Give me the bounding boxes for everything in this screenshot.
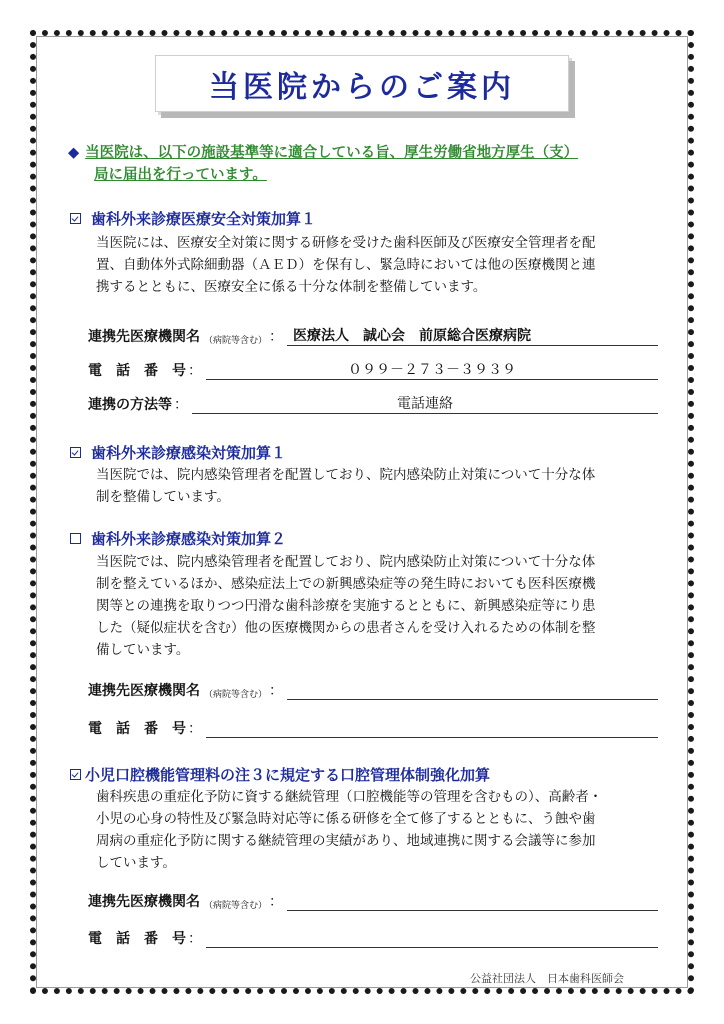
field-colon: ： — [188, 721, 202, 737]
section-2-body — [96, 464, 666, 508]
field-phone — [88, 718, 658, 738]
page-title: 当医院からのご案内 — [209, 69, 515, 105]
field-value — [287, 681, 658, 700]
field-colon: ： — [269, 894, 284, 910]
field-value: 医療法人 誠心会 前原総合医療病院 — [287, 327, 658, 346]
section-4-line: 歯科疾患の重症化予防に資する継続管理（口腔機能等の管理を含むもの）、高齢者・ — [96, 789, 603, 805]
section-4-line: しています。 — [96, 855, 176, 871]
notice-line-2: 局に届出を行っています。 — [94, 167, 267, 183]
field-label: 電 話 番 号 — [88, 721, 186, 737]
field-label: 電 話 番 号 — [88, 931, 186, 947]
field-partner-institution — [88, 680, 658, 700]
field-colon: ： — [269, 683, 284, 699]
section-3-line: 備しています。 — [96, 642, 190, 658]
diamond-bullet-icon: ◆ — [68, 145, 80, 161]
section-1-heading — [70, 208, 316, 229]
section-4-body — [96, 786, 666, 874]
section-3-line: 当医院では、院内感染管理者を配置しており、院内感染防止対策について十分な体 — [96, 554, 596, 570]
field-label: 連携の方法等 — [88, 397, 172, 413]
field-label: 連携先医療機関名 — [88, 329, 200, 345]
section-3-heading — [70, 528, 286, 549]
field-colon: ： — [188, 363, 202, 379]
section-4-line: 周病の重症化予防に関する継続管理の実績があり、地域連携に関する会議等に参加 — [96, 833, 596, 849]
section-4-line: 小児の心身の特性及び緊急時対応等に係る研修を全て修了するとともに、う蝕や歯 — [96, 811, 596, 827]
field-value: ０９９－２７３－３９３９ — [206, 361, 658, 380]
field-value — [206, 929, 658, 948]
section-3-body — [96, 551, 666, 661]
field-phone — [88, 360, 658, 380]
field-partner-institution — [88, 891, 658, 911]
field-colon: ： — [188, 931, 202, 947]
section-3-title: 歯科外来診療感染対策加算２ — [91, 530, 287, 548]
field-value: 電話連絡 — [192, 395, 658, 414]
section-1-line: 当医院には、医療安全対策に関する研修を受けた歯科医師及び医療安全管理者を配 — [96, 235, 596, 251]
section-3-line: 制を整えているほか、感染症法上での新興感染症等の発生時においても医科医療機 — [96, 576, 596, 592]
section-2-heading — [70, 442, 286, 463]
title-banner — [155, 55, 569, 112]
section-4-title: 小児口腔機能管理料の注３に規定する口腔管理体制強化加算 — [85, 766, 491, 784]
section-1-body — [96, 232, 666, 298]
section-1-line: 置、自動体外式除細動器（ＡＥＤ）を保有し、緊急時においては他の医療機関と連 — [96, 257, 596, 273]
field-value — [206, 719, 658, 738]
checkbox-checked-icon — [70, 769, 81, 780]
section-1-line: 携するとともに、医療安全に係る十分な体制を整備しています。 — [96, 279, 487, 295]
field-phone — [88, 928, 658, 948]
field-label-note: （病院等含む） — [204, 336, 268, 346]
section-4-heading — [70, 764, 490, 785]
section-2-line: 制を整備しています。 — [96, 489, 230, 505]
section-3-line: した（疑似症状を含む）他の医療機関からの患者さんを受け入れるための体制を整 — [96, 620, 596, 636]
field-label: 連携先医療機関名 — [88, 683, 200, 699]
field-value — [287, 892, 658, 911]
notice-line-1: 当医院は、以下の施設基準等に適合している旨、厚生労働省地方厚生（支） — [85, 145, 579, 161]
notice — [68, 142, 668, 186]
section-3-line: 関等との連携を取りつつ円滑な歯科診療を実施するとともに、新興感染症等にり患 — [96, 598, 596, 614]
field-contact-method — [88, 394, 658, 414]
footer-org: 公益社団法人 日本歯科医師会 — [470, 972, 624, 985]
field-label-note: （病院等含む） — [204, 901, 268, 911]
field-label-note: （病院等含む） — [204, 690, 268, 700]
checkbox-checked-icon — [70, 447, 81, 458]
section-1-title: 歯科外来診療医療安全対策加算１ — [91, 210, 317, 228]
section-2-title: 歯科外来診療感染対策加算１ — [91, 444, 287, 462]
field-colon: ： — [269, 329, 284, 345]
field-partner-institution — [88, 326, 658, 346]
field-label: 電 話 番 号 — [88, 363, 186, 379]
checkbox-checked-icon — [70, 213, 81, 224]
field-label: 連携先医療機関名 — [88, 894, 200, 910]
section-2-line: 当医院では、院内感染管理者を配置しており、院内感染防止対策について十分な体 — [96, 467, 596, 483]
field-colon: ： — [174, 397, 188, 413]
checkbox-empty-icon — [70, 533, 81, 544]
